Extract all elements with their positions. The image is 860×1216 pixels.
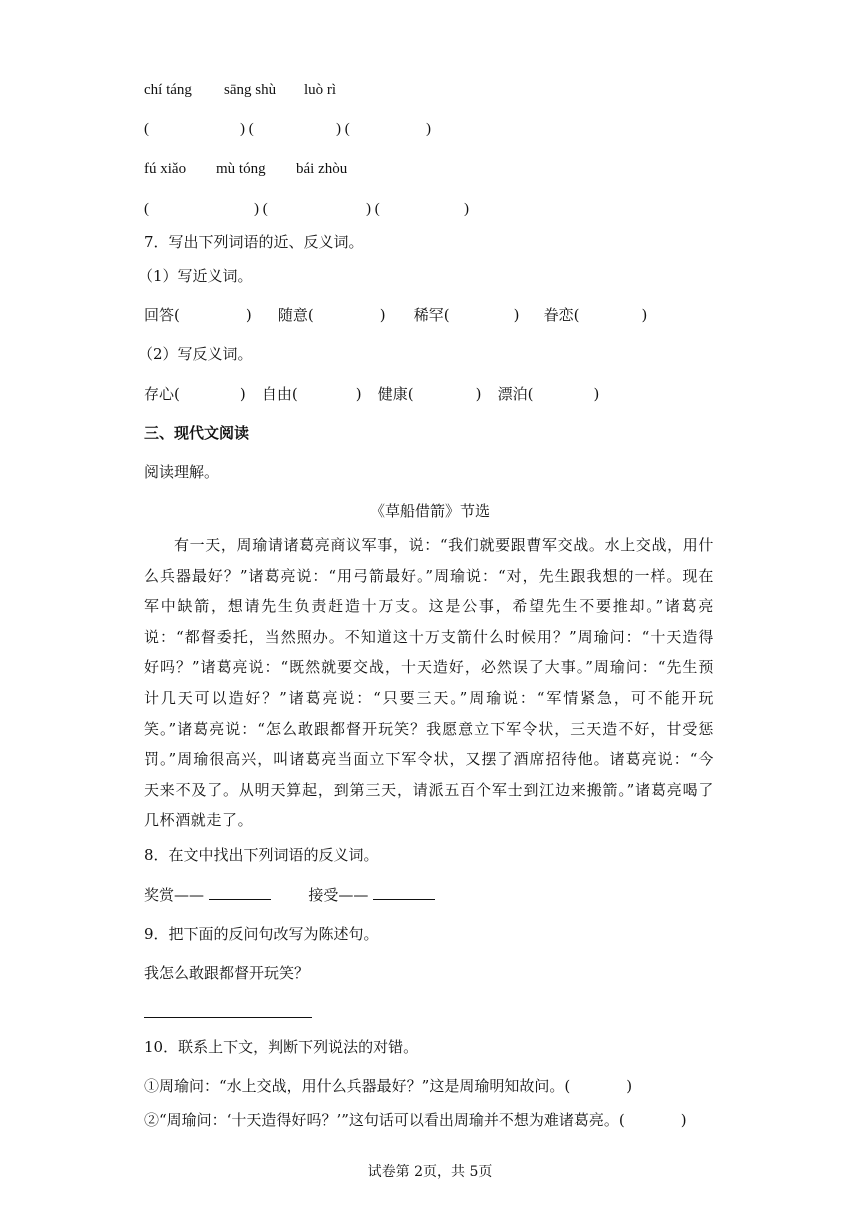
answer-brackets-row-1[interactable] [144,119,431,139]
q10-title: 10．联系上下文，判断下列说法的对错。 [144,1038,419,1056]
word-label: 稀罕( [413,306,450,324]
word-label: 随意( [277,306,314,324]
bracket-close: ) [355,385,362,403]
word-label: 眷恋( [543,306,580,324]
bracket-close: ) [464,201,469,217]
q8-answers [144,885,435,905]
q8-item-1: 奖赏—— [144,886,205,904]
bracket-close: ) [475,385,482,403]
pinyin-item: mù tóng [216,161,266,177]
page-footer: 试卷第 2页，共 5页 [367,1164,493,1180]
q8-title: 8．在文中找出下列词语的反义词。 [144,846,379,864]
word-label: 健康( [377,385,414,403]
bracket-close: ) [239,385,246,403]
passage-title: 《草船借箭》节选 [369,502,490,520]
q10-item-1-text: ①周瑜问：“水上交战，用什么兵器最好？”这是周瑜明知故问。( [144,1077,571,1095]
word-label: 回答( [144,306,180,324]
answer-brackets-row-2[interactable] [144,199,469,219]
bracket-close: ) [245,306,252,324]
passage-text: 有一天，周瑜请诸葛亮商议军事，说：“我们就要跟曹军交战。水上交战，用什么兵器最好？”诸葛亮说：“用弓箭最好。”周瑜说：“对，先生跟我想的一样。现在军中缺箭，想请先生负责赶造十万支。这是公事，希望先生不要推却。”诸葛亮说：“都督委托，当然照办。不知道这十万支箭什么时候用？”周瑜问：“十天造得好吗？”诸葛亮说：“既然就要交战，十天造好，必然误了大事。”周瑜问：“先生预计几天可以造好？”诸葛亮说：“只要三天。”周瑜说：“军情紧急，可不能开玩笑。”诸葛亮说：“怎么敢跟都督开玩笑？我愿意立下军令状，三天造不好，甘受惩罚。”周瑜很高兴，叫诸葛亮当面立下军令状，又摆了酒席招待他。诸葛亮说：“今天来不及了。从明天算起，到第三天，请派五百个军士到江边来搬箭。”诸葛亮喝了几杯酒就走了。 [144,536,714,830]
word-label: 漂泊( [497,385,534,403]
bracket-close: ) [641,306,648,324]
pinyin-item: bái zhòu [296,161,348,177]
q10-item-2 [144,1110,687,1130]
q8-item-2: 接受—— [308,886,369,904]
bracket-close: ) [426,121,431,137]
answer-blank[interactable] [373,885,435,900]
q7-sub2: （2）写反义词。 [138,345,253,363]
bracket-pair: ) ( [336,121,350,137]
section-heading: 三、现代文阅读 [144,424,250,442]
bracket-close: ) [593,385,600,403]
bracket-close: ) [680,1111,687,1129]
pinyin-item: fú xiǎo [144,161,187,177]
answer-blank[interactable] [209,885,271,900]
pinyin-row-2 [144,159,347,179]
q7-title: 7．写出下列词语的近、反义词。 [144,233,364,251]
bracket-open: ( [144,121,149,137]
pinyin-item: luò rì [304,82,337,98]
word-label: 存心( [144,385,180,403]
bracket-pair: ) ( [254,201,268,217]
bracket-pair: ) ( [366,201,380,217]
pinyin-item: chí táng [144,82,192,98]
bracket-close: ) [379,306,386,324]
answer-line[interactable] [144,1017,312,1018]
q9-sentence: 我怎么敢跟都督开玩笑？ [144,964,310,982]
bracket-open: ( [144,201,149,217]
pinyin-row-1 [144,80,336,100]
q10-item-1 [144,1076,632,1096]
word-label: 自由( [261,385,298,403]
q9-title: 9．把下面的反问句改写为陈述句。 [144,925,379,943]
q7-synonym-row [144,305,647,325]
reading-intro: 阅读理解。 [144,463,220,481]
q7-antonym-row [144,384,599,404]
pinyin-item: sāng shù [224,82,277,98]
q10-item-2-text: ②“周瑜问：‘十天造得好吗？’”这句话可以看出周瑜并不想为难诸葛亮。( [144,1111,625,1129]
q7-sub1: （1）写近义词。 [138,267,253,285]
bracket-close: ) [513,306,520,324]
bracket-close: ) [626,1077,633,1095]
bracket-pair: ) ( [240,121,254,137]
